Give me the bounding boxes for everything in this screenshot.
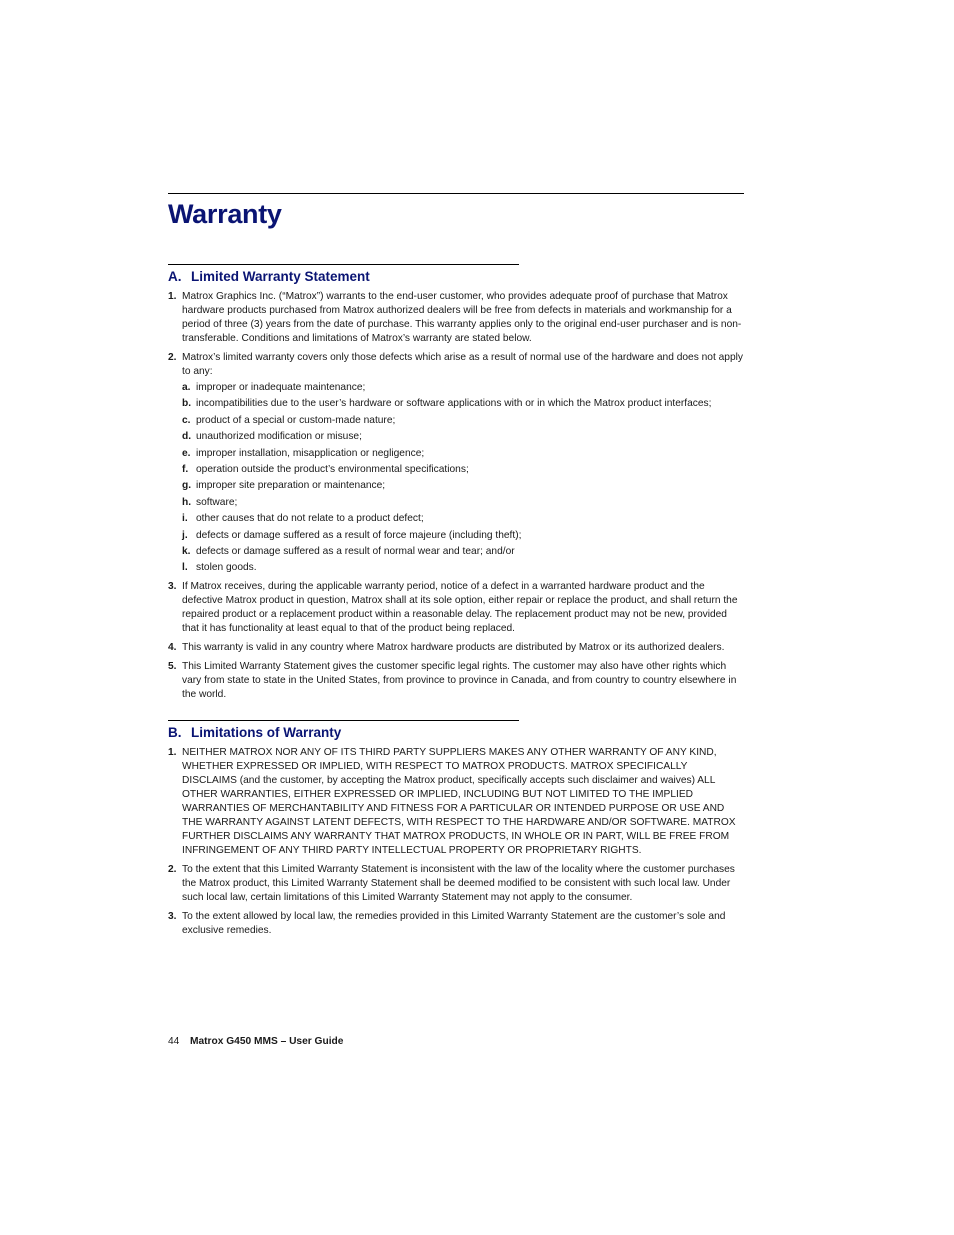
sub-item-letter: e. <box>182 447 191 459</box>
item-number: 4. <box>168 642 177 654</box>
item-text: This warranty is valid in any country where Matrox hardware products are distributed by Matrox or its authorized dealers. <box>182 642 725 654</box>
sub-list-item <box>182 529 744 543</box>
sub-item-text: improper installation, misapplication or negligence; <box>196 447 425 459</box>
list-item <box>168 863 744 905</box>
sub-item-letter: d. <box>182 431 192 443</box>
sub-item-text: operation outside the product’s environmental specifications; <box>196 463 469 475</box>
title-rule <box>168 193 744 194</box>
section-title: Limitations of Warranty <box>191 725 342 741</box>
item-text: Matrox Graphics Inc. (“Matrox”) warrants to the end-user customer, who provides adequate proof of purchase that Matrox hardware products purchased from Matrox authorized dealers will be free from defects in materials and workmanship for a period of three (3) years from the date of purchase. This warranty applies only to the original end-user purchaser and is non-transferable. Conditions and limitations of Matrox’s warranty are stated below. <box>182 291 742 344</box>
sub-item-text: improper site preparation or maintenance; <box>196 480 386 492</box>
sub-item-text: defects or damage suffered as a result of force majeure (including theft); <box>196 529 522 541</box>
list-item <box>168 746 744 858</box>
section-limited-warranty <box>168 264 744 702</box>
sub-list-item <box>182 496 744 510</box>
section-letter: B. <box>168 725 182 741</box>
sub-item-text: unauthorized modification or misuse; <box>196 431 362 443</box>
sub-item-text: improper or inadequate maintenance; <box>196 382 366 393</box>
sub-item-letter: c. <box>182 414 191 426</box>
sub-item-text: incompatibilities due to the user’s hardware or software applications with or in which the Matrox product interfaces; <box>196 398 712 410</box>
item-number: 5. <box>168 661 177 673</box>
section-title: Limited Warranty Statement <box>191 269 370 284</box>
sub-item-letter: g. <box>182 480 192 492</box>
item-text: NEITHER MATROX NOR ANY OF ITS THIRD PARTY SUPPLIERS MAKES ANY OTHER WARRANTY OF ANY KIND, WHETHER EXPRESSED OR IMPLIED, WITH RESPECT TO MATROX PRODUCTS. MATROX SPECIFICALLY DISCLAIMS (and the customer, by accepting the Matrox product, specifically accepts such disclaimer and waives) ALL OTHER WARRANTIES, EITHER EXPRESSED OR IMPLIED, INCLUDING BUT NOT LIMITED TO THE IMPLIED WARRANTIES OF MERCHANTABILITY AND FITNESS FOR A PARTICULAR OR INTENDED PURPOSE OR USE AND THE WARRANTY AGAINST LATENT DEFECTS, WITH RESPECT TO THE HARDWARE AND/OR SOFTWARE. MATROX FURTHER DISCLAIMS ANY WARRANTY THAT MATROX PRODUCTS, IN WHOLE OR IN PART, WILL BE FREE FROM INFRINGEMENT OF ANY THIRD PARTY INTELLECTUAL PROPERTY OR PROPRIETARY RIGHTS. <box>182 747 736 857</box>
item-number: 1. <box>168 747 177 759</box>
sub-item-letter: k. <box>182 545 191 557</box>
exclusions-list <box>182 381 744 575</box>
section-rule <box>168 720 519 721</box>
sub-list-item <box>182 561 744 575</box>
sub-list-item <box>182 545 744 559</box>
sub-list-item <box>182 463 744 477</box>
sub-item-letter: l. <box>182 562 188 574</box>
sub-item-letter: j. <box>182 529 188 541</box>
section-letter: A. <box>168 269 182 284</box>
item-text: If Matrox receives, during the applicable warranty period, notice of a defect in a warranted hardware product and the defective Matrox product in question, Matrox shall at its sole option, either repair or replace the product, and shall return the repaired product or a replacement product within a reasonable delay. The replacement product may not be new, provided that it has functionality at least equal to that of the product being replaced. <box>182 581 738 635</box>
item-number: 3. <box>168 581 177 593</box>
sub-list-item <box>182 479 744 493</box>
sub-item-text: product of a special or custom-made nature; <box>196 414 396 426</box>
list-item <box>168 910 744 938</box>
list-item <box>168 580 744 636</box>
sub-list-item <box>182 414 744 428</box>
item-number: 3. <box>168 911 177 923</box>
page-number: 44 <box>168 1036 180 1047</box>
list-item <box>168 641 744 655</box>
sub-item-letter: i. <box>182 513 188 525</box>
sub-list-item <box>182 381 744 395</box>
list-item <box>168 351 744 575</box>
section-limitations <box>168 720 744 938</box>
page-title: Warranty <box>168 199 282 229</box>
sub-item-text: stolen goods. <box>196 562 257 574</box>
page-footer <box>168 1035 343 1049</box>
item-text: Matrox’s limited warranty covers only those defects which arise as a result of normal use of the hardware and does not apply to any: <box>182 352 743 377</box>
section-b-list <box>168 746 744 938</box>
page-content <box>168 193 744 943</box>
sub-item-letter: f. <box>182 463 189 475</box>
sub-item-text: software; <box>196 496 238 508</box>
section-a-list <box>168 290 744 702</box>
sub-item-text: defects or damage suffered as a result of normal wear and tear; and/or <box>196 545 515 557</box>
item-number: 2. <box>168 864 177 876</box>
list-item <box>168 290 744 346</box>
section-heading <box>168 268 744 285</box>
sub-item-text: other causes that do not relate to a product defect; <box>196 513 424 525</box>
section-heading <box>168 724 744 741</box>
sub-list-item <box>182 447 744 461</box>
list-item <box>168 660 744 702</box>
item-text: To the extent that this Limited Warranty Statement is inconsistent with the law of the locality where the customer purchases the Matrox product, this Limited Warranty Statement shall be deemed modified to be consistent with such local law. Under such local law, certain limitations of this Limited Warranty Statement may not apply to the consumer. <box>182 864 735 904</box>
guide-title: Matrox G450 MMS – User Guide <box>190 1036 344 1047</box>
sub-item-letter: h. <box>182 496 192 508</box>
sub-list-item <box>182 430 744 444</box>
item-number: 1. <box>168 291 177 302</box>
sub-item-letter: a. <box>182 382 191 393</box>
sub-item-letter: b. <box>182 398 192 410</box>
item-text: To the extent allowed by local law, the remedies provided in this Limited Warranty Statement are the customer’s sole and exclusive remedies. <box>182 911 726 937</box>
sub-list-item <box>182 512 744 526</box>
sub-list-item <box>182 397 744 411</box>
item-number: 2. <box>168 352 177 363</box>
section-rule <box>168 264 519 265</box>
item-text: This Limited Warranty Statement gives the customer specific legal rights. The customer may also have other rights which vary from state to state in the United States, from province to province in Canada, and from country to country elsewhere in the world. <box>182 661 737 701</box>
